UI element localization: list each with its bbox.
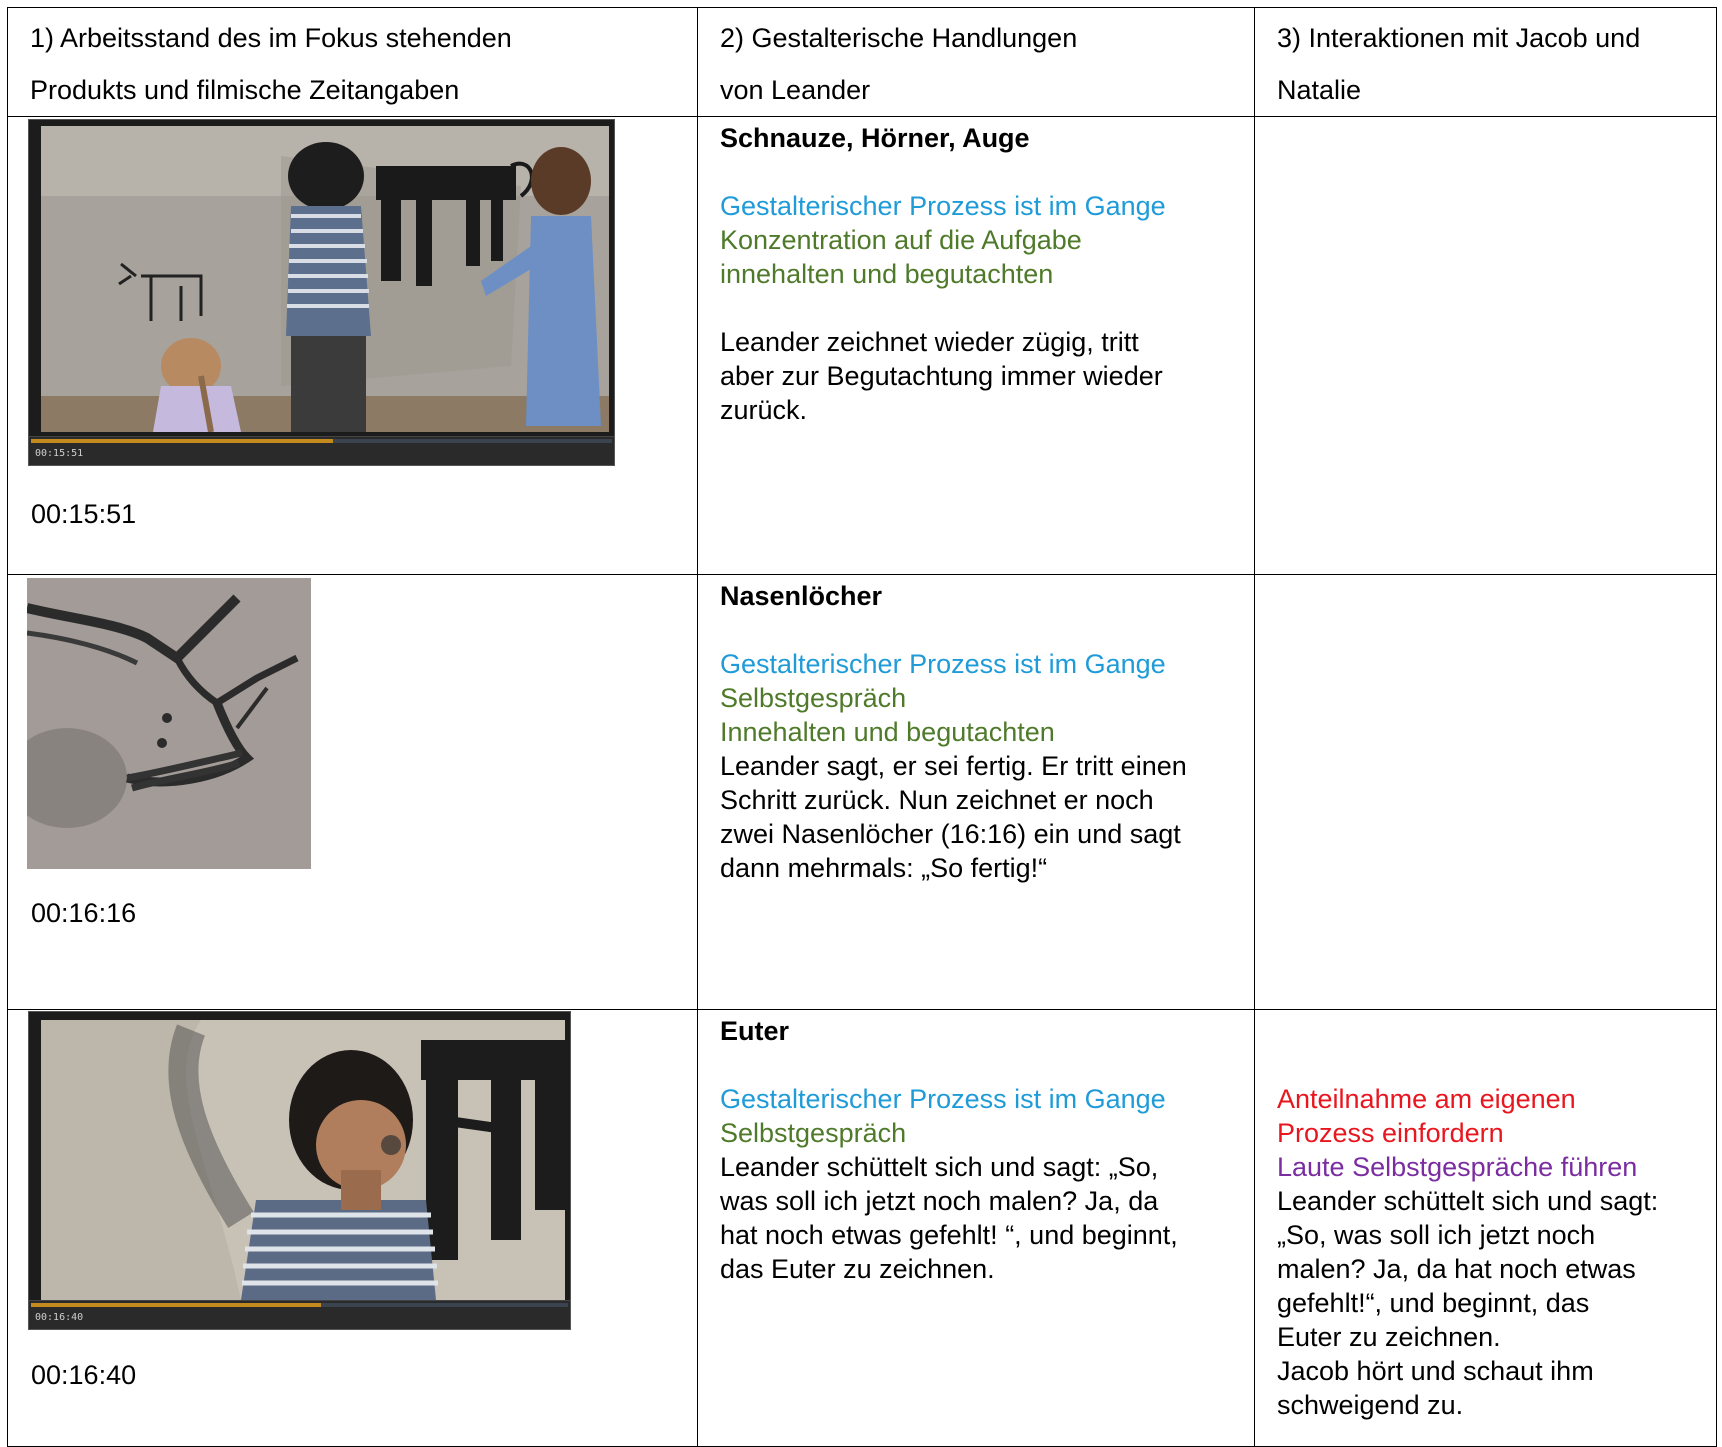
code-label: Laute Selbstgespräche führen xyxy=(1277,1152,1638,1182)
text-line: das Euter zu zeichnen. xyxy=(720,1254,995,1284)
media-cell xyxy=(8,575,698,1010)
table-row xyxy=(8,575,1717,1010)
episode-title: Schnauze, Hörner, Auge xyxy=(720,123,1030,153)
text-line: „So, was soll ich jetzt noch xyxy=(1277,1220,1596,1250)
video-progress-track[interactable] xyxy=(31,1303,568,1307)
text-line: Leander schüttelt sich und sagt: „So, xyxy=(720,1152,1159,1182)
interaction-code-list xyxy=(1277,1082,1694,1184)
code-label: Selbstgespräch xyxy=(720,683,907,713)
description xyxy=(720,749,1232,885)
video-frame xyxy=(41,1020,565,1300)
video-still-children-drawing xyxy=(41,126,609,432)
video-player[interactable] xyxy=(29,120,614,465)
media-cell xyxy=(8,1010,698,1447)
episode-title: Euter xyxy=(720,1016,790,1046)
header-cell-product xyxy=(8,8,698,117)
code-label: Gestalterischer Prozess ist im Gange xyxy=(720,649,1166,679)
text-line: Leander sagt, er sei fertig. Er tritt einen xyxy=(720,751,1187,781)
description xyxy=(720,1150,1232,1286)
code-list xyxy=(720,647,1232,749)
interaction-description xyxy=(1277,1184,1694,1422)
header-text: Produkts und filmische Zeitangaben xyxy=(30,75,460,105)
table-header-row xyxy=(8,8,1717,117)
interactions-cell xyxy=(1255,117,1717,575)
code-label: Konzentration auf die Aufgabe xyxy=(720,225,1082,255)
actions-cell xyxy=(698,575,1255,1010)
video-control-bar xyxy=(29,1300,570,1329)
video-still-boy-drawing xyxy=(41,1020,565,1300)
code-label: Innehalten und begutachten xyxy=(720,717,1055,747)
header-text: 3) Interaktionen mit Jacob und xyxy=(1277,23,1641,53)
video-progress-fill xyxy=(31,439,333,443)
table-row xyxy=(8,1010,1717,1447)
code-list xyxy=(720,189,1232,291)
text-line: hat noch etwas gefehlt! “, und beginnt, xyxy=(720,1220,1178,1250)
video-timecode: 00:15:51 xyxy=(35,448,84,459)
text-line: Jacob hört und schaut ihm xyxy=(1277,1356,1594,1386)
header-text: Natalie xyxy=(1277,75,1362,105)
code-label: Gestalterischer Prozess ist im Gange xyxy=(720,1084,1166,1114)
text-line: was soll ich jetzt noch malen? Ja, da xyxy=(720,1186,1159,1216)
observation-table xyxy=(7,7,1717,1447)
text-line: zwei Nasenlöcher (16:16) ein und sagt xyxy=(720,819,1181,849)
episode-title: Nasenlöcher xyxy=(720,581,883,611)
description xyxy=(720,325,1232,427)
video-control-bar xyxy=(29,436,614,465)
actions-cell xyxy=(698,1010,1255,1447)
code-label: innehalten und begutachten xyxy=(720,259,1054,289)
code-label: Anteilnahme am eigenen xyxy=(1277,1084,1576,1114)
timestamp: 00:15:51 xyxy=(31,499,137,529)
interactions-cell xyxy=(1255,1010,1717,1447)
header-text: 2) Gestalterische Handlungen xyxy=(720,23,1078,53)
video-progress-track[interactable] xyxy=(31,439,612,443)
text-line: aber zur Begutachtung immer wieder xyxy=(720,361,1163,391)
timestamp: 00:16:16 xyxy=(31,898,137,928)
text-line: malen? Ja, da hat noch etwas xyxy=(1277,1254,1636,1284)
header-cell-interactions xyxy=(1255,8,1717,117)
code-label: Gestalterischer Prozess ist im Gange xyxy=(720,191,1166,221)
video-frame xyxy=(41,126,609,432)
video-timecode: 00:16:40 xyxy=(35,1312,84,1323)
text-line: Schritt zurück. Nun zeichnet er noch xyxy=(720,785,1154,815)
video-progress-fill xyxy=(31,1303,321,1307)
text-line: Leander schüttelt sich und sagt: xyxy=(1277,1186,1659,1216)
text-line: Leander zeichnet wieder zügig, tritt xyxy=(720,327,1139,357)
text-line: dann mehrmals: „So fertig!“ xyxy=(720,853,1048,883)
text-line: Euter zu zeichnen. xyxy=(1277,1322,1501,1352)
table-row xyxy=(8,117,1717,575)
code-label: Prozess einfordern xyxy=(1277,1118,1504,1148)
drawing-detail-image xyxy=(27,578,311,869)
actions-cell xyxy=(698,117,1255,575)
code-list xyxy=(720,1082,1232,1150)
video-player[interactable] xyxy=(29,1012,570,1329)
photo-still xyxy=(27,578,311,869)
header-text: 1) Arbeitsstand des im Fokus stehenden xyxy=(30,23,512,53)
interactions-cell xyxy=(1255,575,1717,1010)
text-line: gefehlt!“, und beginnt, das xyxy=(1277,1288,1590,1318)
timestamp: 00:16:40 xyxy=(31,1360,137,1390)
text-line: schweigend zu. xyxy=(1277,1390,1464,1420)
header-cell-actions xyxy=(698,8,1255,117)
header-text: von Leander xyxy=(720,75,871,105)
media-cell xyxy=(8,117,698,575)
text-line: zurück. xyxy=(720,395,808,425)
code-label: Selbstgespräch xyxy=(720,1118,907,1148)
